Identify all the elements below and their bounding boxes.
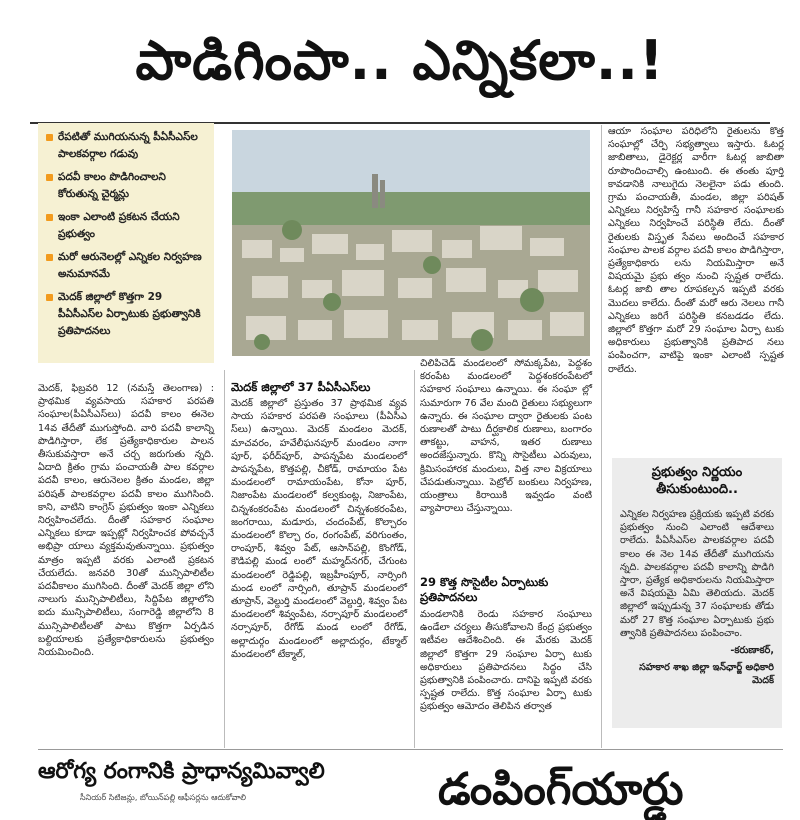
quote-signature-role: సహకార శాఖ జిల్లా ఇన్‌ఛార్జ్ అధికారి మెదక్ [639, 662, 774, 687]
highlight-item: రేపటితో ముగియనున్న పీఏసీఎస్‌ల పాలకవర్గాల గడువు [44, 129, 208, 163]
column-divider [414, 370, 415, 748]
main-headline: పాడిగింపా.. ఎన్నికలా..! [135, 29, 665, 92]
body-text: మండలానికి రెండు సహకార సంఘాలు ఉండేలా చర్యలు తీసుకోవాలని కేంద్ర ప్రభుత్వం ఇటీవల ఆదేశించింది. ఈ మేరకు మెదక్ జిల్లాలో కొత్తగా 29 సంఘాల ఏర్పా టుకు అధికారులు ప్రతిపాదనలు సిద్ధం చేసి ప్రభుత్వానికి పంపించారు. దానిపై ఇప్పటి వరకు స్పష్టత రాలేదు. కొత్త సంఘాల ఏర్పా టుకు ప్రభుత్వం ఆమోదం తెలిపిన తర్వాత [420, 609, 592, 713]
body-text: ఆయా సంఘాల పరిధిలోని రైతులను కొత్త సంఘాల్లో చేర్పి సభ్యత్వాలు ఇస్తారు. ఓటర్ల జాబితాలు, డైరెక్టర్ల వారీగా ఓటర్ల జాబితా రూపొందించాల్సి ఉంటుంది. ఈ తంతు పూర్తి కావడానికి నాలుగైదు నెలలైనా పడు తుంది. గ్రామ పంచాయతీ, మండల, జిల్లా పరిషత్ ఎన్నికలు నిర్వహిస్తే గానీ సహకార సంఘాలకు ఎన్నికలు నిర్వహించే పరిస్థితి లేదు. దీంతో రైతులకు విస్తృత సేవలు అందించే సహకార సంఘాల పాలక వర్గాల పదవీ కాలం పొడిగిస్తారా, ప్రత్యేకాధికారు లను నియమిస్తారా అనే విషయమై ప్రభు త్వం నుంచి స్పష్టత రాలేదు. ఓటర్ల జాబి తాల రూపకల్పన ఇప్పటి వరకు మొదలు కాలేదు. దీంతో మరో ఆరు నెలలు గానీ ఎన్నికలు జరిగే పరిస్థితి కనబడడం లేదు. జిల్లాలో కొత్తగా మరో 29 సంఘాల ఏర్పా టుకు అధికారులు ప్రభుత్వానికి ప్రతిపాద నలు పంపించగా, వాటిపై ఇంకా ఎలాంటి స్పష్టత రాలేదు. [608, 126, 784, 375]
town-aerial-photo [232, 130, 590, 356]
body-text: మెదక్, ఫిబ్రవరి 12 (నమస్తే తెలంగాణ) : ప్రాథమిక వ్యవసాయ సహకార పరపతి సంఘాల(పీఏసీఎస్‌లు) పదవీ కాలం ఈనెల 14వ తేదీతో ముగుస్తోంది. వారి పదవీ కాలాన్ని పొడిగిస్తారా, లేక ప్రత్యేకాధికారుల పాలన తీసుకువస్తారా అనే చర్చ జరుగుతు న్నది. ఏదాది క్రితం గ్రామ పంచాయతీ పాల కవర్గాల పదవీ కాలం, ఆరునెలల క్రితం మండల, జిల్లా పరిషత్ పాలకవర్గాల పదవీ కాలం ముగిసింది. కాని, వాటిని కాంగ్రెస్ ప్రభుత్వం ఇంకా ఎన్నికలు నిర్వహించలేదు. దీంతో సహకార సంఘాల ఎన్నికలు కూడా ఇప్పట్లో నిర్వహించక పోవచ్చనే అభిప్రా యాలు వ్యక్తమవుతున్నాయి. ప్రభుత్వం మాత్రం ఇప్పటి వరకు ఎలాంటి ప్రకటన చేయలేదు. జనవరి 30తో మున్సిపాలిటీల పదవీకాలం ముగిసింది. దీంతో మెదక్ జిల్లా లోని నాలుగు మున్సిపాలిటీలు, సిద్దిపేట జిల్లాలోని ఐదు మున్సిపాలిటీలు, సంగారెడ్డి జిల్లాలోని 8 మున్సిపాలిటీలతో పాటు కొత్తగా ఏర్పడిన బల్దియాలకు ప్రత్యేకాధికారులను ప్రభుత్వం నియమించింది. [38, 383, 214, 659]
subheading-new-societies: 29 కొత్త సొసైటీల ఏర్పాటుకు ప్రతిపాదనలు [420, 575, 549, 604]
quote-signature-name: -కరుణాకర్, [730, 645, 774, 657]
quote-box-title: ప్రభుత్వం నిర్ణయం తీసుకుంటుంది.. [651, 465, 743, 497]
article-column-3-cont [420, 608, 592, 714]
tertiary-headline: డంపింగ్‌యార్డు [438, 764, 684, 815]
subheading-37-pacs: మెదక్ జిల్లాలో 37 పీఏసీఎస్‌లు [231, 380, 371, 394]
column-divider [601, 125, 602, 748]
highlight-item: మెదక్ జిల్లాలో కొత్తగా 29 పీఏసీఎస్‌ల ఏర్పాటుకు ప్రభుత్వానికి ప్రతిపాదనలు [44, 289, 208, 340]
bottom-rule [38, 749, 783, 750]
article-column-2 [231, 397, 407, 661]
article-column-1 [38, 382, 214, 659]
secondary-headline: ఆరోగ్య రంగానికి ప్రాధాన్యమివ్వాలి [38, 759, 325, 784]
highlights-box [38, 123, 214, 363]
secondary-deck: సీనియర్ సిటిజన్లు, బోయిన్‌పల్లి ఆఫీసర్లను ఆదుకోవాలి [80, 793, 247, 802]
quote-box-body: ఎన్నికల నిర్వహణ ప్రక్రియకు ఇప్పటి వరకు ప్రభుత్వం నుంచి ఎలాంటి ఆదేశాలు రాలేదు. పీఏసీఎస్‌ల పాలకవర్గాల పదవీ కాలం ఈ నెల 14వ తేదీతో ముగియను న్నది. పాలకవర్గాల పదవీ కాలాన్ని పొడిగి స్తారా, ప్రత్యేక అధికారులను నియమిస్తారా అనే విషయమై ఏమి తెలియదు. మెదక్ జిల్లాలో ఇప్పుడున్న 37 సంఘాలకు తోడు మరో 27 కొత్త సంఘాల ఏర్పాటుకు ప్రభు త్వానికి ప్రతిపాదనలు పంపించాం. [620, 509, 774, 639]
quote-box [612, 458, 782, 728]
article-column-3 [420, 357, 592, 515]
column-divider [224, 370, 225, 748]
highlight-item: పదవీ కాలం పొడిగించాలని కోరుతున్న చైర్మన్లు [44, 169, 208, 203]
highlight-item: మరో ఆరునెలల్లో ఎన్నికల నిర్వహణ అనుమానమే [44, 249, 208, 283]
body-text: మెదక్ జిల్లాలో ప్రస్తుతం 37 ప్రాథమిక వ్యవ సాయ సహకార పరపతి సంఘాలు (పీఏసీఎ స్‌లు) ఉన్నాయి. మెదక్ మండలం మెదక్, మాచవరం, హవేలీఘనపూర్ మండలం నాగా పూర్, ఫరీద్‌పూర్, పాపన్నపేట మండలంలో పాపన్నపేట, కొత్తపల్లి, చీకోడ్, రామాయం పేట మండలంలో రామాయంపేట, కోనా పూర్, నిజాంపేట మండలంలో కల్వకుంట్ల, నిజాంపేట, చిన్నశంకరంపేట మండలంలో చిన్నశంకరంపేట, జంగరాయి, మడూరు, చందంపేట్, కొల్చారం మండలంలో కొల్చా రం, రంగంపేట్, వరిగుంతం, రాంపూర్, శివ్వం పేట్, ఆసాన్‌పల్లి, కొంగోడ్, కౌడిపల్లి మండ లంలో మహ్మద్‌నగర్, చేగుంట మండలంలో రెడ్డిపల్లి, ఇబ్రహీంపూర్, నార్సింగి మండ లంలో నార్సింగి, తూప్రాన్ మండలంలో తూప్రాన్, వెల్దుర్తి మండలంలో వెల్దుర్తి, శివ్వం పేట మండలంలో శివ్వంపేట, నర్సాపూర్ మండలంలో నర్సాపూర్, రేగోడ్ మండ లంలో రేగోడ్, అల్లాదుర్గం మండలంలో అల్లాదుర్గం, టేక్మాల్ మండలంలో టేక్మాల్, [231, 398, 407, 660]
article-column-4 [608, 125, 784, 376]
highlight-item: ఇంకా ఎలాంటి ప్రకటన చేయని ప్రభుత్వం [44, 209, 208, 243]
body-text: చిలిపిచెడ్ మండలంలో సోమక్కపేట, పెద్దశం కరంపేట మండలంలో పెద్దశంకరంపేటలో సహకార సంఘాలు ఉన్నాయి. ఈ సంఘా ల్లో సుమారుగా 76 వేల మంది రైతులు సభ్యులుగా ఉన్నారు. ఈ సంఘాల ద్వారా రైతులకు పంట రుణాలతో పాటు దీర్ఘకాలిక రుణాలు, బంగారం తాకట్టు, వాహన, ఇతర రుణాలు అందజేస్తున్నారు. కొన్ని సొసైటీలు ఎరువులు, క్రిమిసంహారక మందులు, విత్త నాల విక్రయాలు చేపడుతున్నాయి. పెట్రోల్ బంకులు నిర్వహణ, యంత్రాలు కిరాయికి ఇవ్వడం వంటి వ్యాపారాలు చేస్తున్నాయి. [420, 358, 592, 515]
